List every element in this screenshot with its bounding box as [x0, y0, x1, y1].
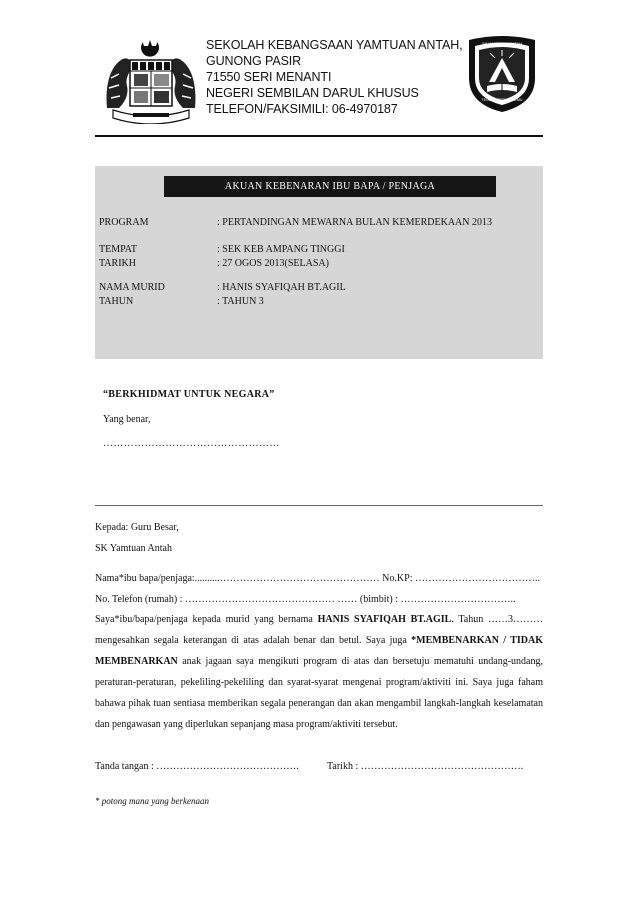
phone-field[interactable]: No. Telefon (rumah) : ……………………………………… …… (bimbit) : …………………………….. [95, 594, 516, 605]
nama-murid-value: : HANIS SYAFIQAH BT.AGIL [217, 282, 346, 293]
program-label: PROGRAM [99, 217, 149, 228]
consent-rest: anak jagaan saya mengikuti program di atas dan bersetuju mematuhi undang-undang, peraturan-peraturan, pekeliling-pekeliling dan syarat-syarat mengenai program/aktiviti ini. Saya juga faham bahawa pihak tuan sentiasa memberikan segala penerangan dan akan mengambil langkah-langkah keselamatan dan pengawasan yang diperlukan sepanjang masa program/aktiviti tersebut. [95, 656, 543, 730]
student-name: HANIS SYAFIQAH BT.AGIL [317, 614, 452, 625]
tempat-label: TEMPAT [99, 244, 137, 255]
parent-signature-field[interactable]: Tanda tangan : ……………………………………. [95, 761, 299, 772]
school-header [206, 37, 463, 117]
coat-of-arms-icon [103, 38, 199, 124]
consent-lead: Saya*ibu/bapa/penjaga kepada murid yang bernama [95, 614, 318, 625]
tarikh-label: TARIKH [99, 258, 136, 269]
recipient-line-1: Kepada: Guru Besar, [95, 522, 179, 533]
nama-murid-label: NAMA MURID [99, 282, 165, 293]
closing-text: Yang benar, [103, 414, 151, 425]
headmaster-signature-line: …………………………………………… [103, 438, 280, 449]
address-line-2: 71550 SERI MENANTI [206, 70, 332, 84]
date-field[interactable]: Tarikh : …………………………………………. [327, 761, 524, 772]
tahun-value: : TAHUN 3 [217, 296, 264, 307]
phone-fax: TELEFON/FAKSIMILI: 06-4970187 [206, 102, 398, 116]
address-line-1: GUNONG PASIR [206, 54, 302, 68]
slogan: “BERKHIDMAT UNTUK NEGARA” [103, 389, 275, 400]
tahun-label: TAHUN [99, 296, 134, 307]
consent-choice[interactable]: *MEMBENARKAN / TIDAK MEMBENARKAN [95, 635, 543, 667]
program-value: : PERTANDINGAN MEWARNA BULAN KEMERDEKAAN 2013 [217, 217, 492, 228]
tarikh-value: : 27 OGOS 2013(SELASA) [217, 258, 329, 269]
crest-motto-bottom: TEGUH SERTA BERILMU [481, 98, 523, 102]
crest-motto-top: SK YAMTUAN ANTAH [482, 41, 522, 46]
footnote: * potong mana yang berkenaan [95, 796, 209, 806]
recipient-line-2: SK Yamtuan Antah [95, 543, 172, 554]
form-title: AKUAN KEBENARAN IBU BAPA / PENJAGA [164, 176, 496, 197]
address-line-3: NEGERI SEMBILAN DARUL KHUSUS [206, 86, 419, 100]
consent-year: . Tahun ……3……… mengesahkan segala keterangan di atas adalah benar dan betul. Saya juga [95, 614, 543, 646]
cut-divider [95, 505, 543, 506]
header-divider [95, 135, 543, 137]
school-crest-icon [465, 34, 539, 114]
school-name: SEKOLAH KEBANGSAAN YAMTUAN ANTAH, [206, 38, 463, 52]
consent-paragraph [95, 609, 543, 735]
parent-name-field[interactable]: Nama*ibu bapa/penjaga:..........………………………………………… No.KP: ……………………………….. [95, 573, 540, 584]
tempat-value: : SEK KEB AMPANG TINGGI [217, 244, 345, 255]
